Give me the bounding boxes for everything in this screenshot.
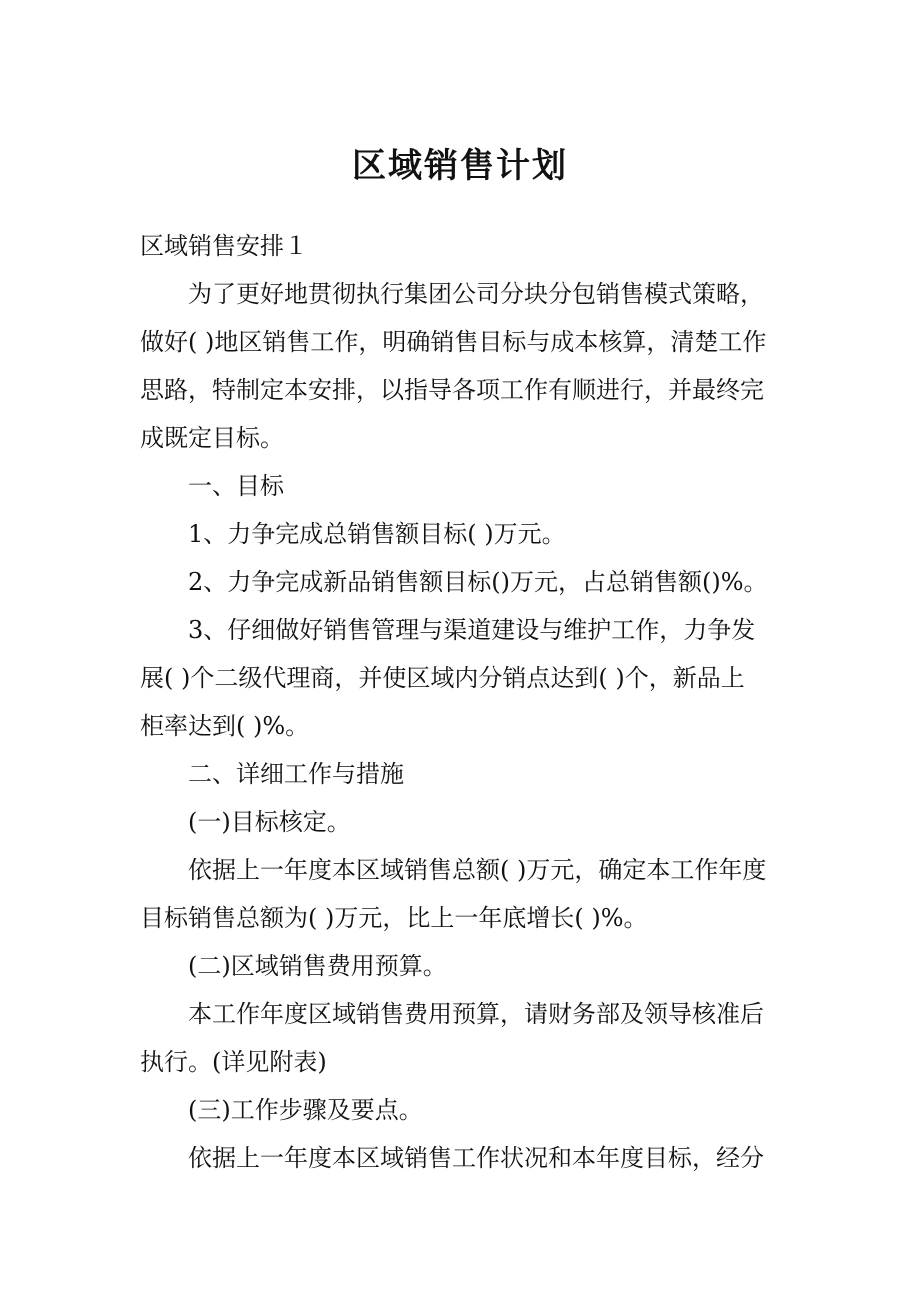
text-line: (三)工作步骤及要点。 <box>188 1096 423 1124</box>
document-body <box>140 222 785 1182</box>
text-line: 为了更好地贯彻执行集团公司分块分包销售模式策略， <box>188 280 764 308</box>
text-line: 二、详细工作与措施 <box>188 760 404 788</box>
text-line: 依据上一年度本区域销售工作状况和本年度目标，经分 <box>188 1144 764 1172</box>
paragraph-steps <box>140 1134 785 1182</box>
goal-item-3 <box>140 606 785 750</box>
text-line: 展( )个二级代理商，并使区域内分销点达到( )个，新品上 <box>140 664 745 692</box>
document-title: 区域销售计划 <box>352 146 568 186</box>
text-line: 思路，特制定本安排，以指导各项工作有顺进行，并最终完 <box>140 376 764 404</box>
text-line: 依据上一年度本区域销售总额( )万元，确定本工作年度 <box>188 856 767 884</box>
paragraph-budget <box>140 990 785 1086</box>
text-line: 3、仔细做好销售管理与渠道建设与维护工作，力争发 <box>188 616 756 644</box>
text-line: 区域销售安排１ <box>140 232 308 260</box>
subheading-target <box>140 798 785 846</box>
text-line: 本工作年度区域销售费用预算，请财务部及领导核准后 <box>188 1000 764 1028</box>
text-line: 目标销售总额为( )万元，比上一年底增长( )%。 <box>140 904 648 932</box>
paragraph-intro <box>140 270 785 462</box>
text-line: 2、力争完成新品销售额目标()万元，占总销售额()%。 <box>188 568 768 596</box>
text-line: 柜率达到( )%。 <box>140 712 310 740</box>
section-heading <box>140 222 785 270</box>
text-line: 一、目标 <box>188 472 284 500</box>
goal-item-2 <box>140 558 785 606</box>
heading-measures <box>140 750 785 798</box>
paragraph-target <box>140 846 785 942</box>
subheading-steps <box>140 1086 785 1134</box>
text-line: (二)区域销售费用预算。 <box>188 952 447 980</box>
text-line: 执行。(详见附表) <box>140 1048 327 1076</box>
text-line: 成既定目标。 <box>140 424 284 452</box>
subheading-budget <box>140 942 785 990</box>
text-line: 做好( )地区销售工作，明确销售目标与成本核算，清楚工作 <box>140 328 767 356</box>
text-line: 1、力争完成总销售额目标( )万元。 <box>188 520 566 548</box>
text-line: (一)目标核定。 <box>188 808 351 836</box>
goal-item-1 <box>140 510 785 558</box>
heading-goals <box>140 462 785 510</box>
